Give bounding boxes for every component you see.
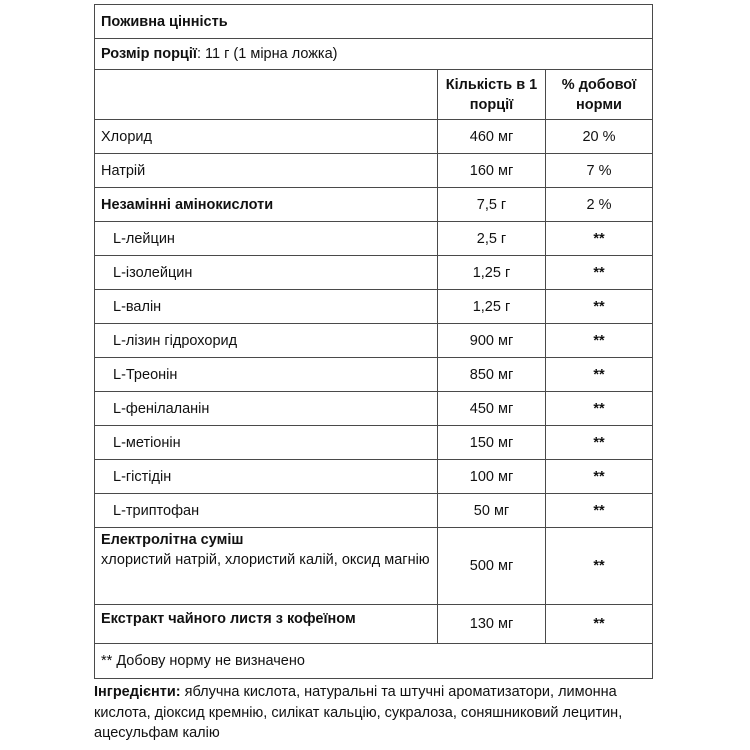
ingredients-label: Інгредієнти: <box>94 684 181 700</box>
nutrient-daily-value: ** <box>546 222 653 256</box>
nutrient-amount: 2,5 г <box>438 222 546 256</box>
serving-size-label: Розмір порції <box>101 46 197 62</box>
nutrient-amount: 7,5 г <box>438 188 546 222</box>
tea-extract-daily-value: ** <box>546 605 653 644</box>
nutrient-name: Незамінні амінокислоти <box>95 188 438 222</box>
header-amount: Кількість в 1 порції <box>438 70 546 120</box>
amino-acid-name: L-метіонін <box>95 426 438 460</box>
nutrient-amount: 850 мг <box>438 358 546 392</box>
header-name-cell <box>95 70 438 120</box>
table-title: Поживна цінність <box>95 5 653 39</box>
electrolyte-blend-daily-value: ** <box>546 528 653 605</box>
amino-acid-name: L-лейцин <box>95 222 438 256</box>
electrolyte-blend-title: Електролітна суміш <box>101 532 244 548</box>
nutrient-daily-value: 7 % <box>546 154 653 188</box>
nutrient-amount: 1,25 г <box>438 290 546 324</box>
nutrient-daily-value: ** <box>546 290 653 324</box>
nutrient-daily-value: ** <box>546 392 653 426</box>
amino-acid-name: L-лізин гідрохорид <box>95 324 438 358</box>
amino-acid-name: L-Треонін <box>95 358 438 392</box>
tea-extract-name: Екстракт чайного листя з кофеїном <box>95 605 438 644</box>
amino-acid-name: L-валін <box>95 290 438 324</box>
nutrition-table <box>94 4 653 679</box>
electrolyte-blend-amount: 500 мг <box>438 528 546 605</box>
nutrient-amount: 450 мг <box>438 392 546 426</box>
amino-acid-name: L-гістідін <box>95 460 438 494</box>
serving-size-value: : 11 г (1 мірна ложка) <box>196 46 338 62</box>
nutrient-amount: 160 мг <box>438 154 546 188</box>
ingredients-list: яблучна кислота, натуральні та штучні ароматизатори, лимонна кислота, діоксид кремнію, силікат кальцію, сукралоза, соняшниковий лецитин, ацесульфам калію <box>94 684 623 741</box>
nutrient-amount: 50 мг <box>438 494 546 528</box>
nutrient-name: Натрій <box>95 154 438 188</box>
nutrition-facts-panel <box>94 4 652 679</box>
nutrient-daily-value: ** <box>546 426 653 460</box>
amino-acid-name: L-ізолейцин <box>95 256 438 290</box>
amino-acid-name: L-триптофан <box>95 494 438 528</box>
nutrient-daily-value: ** <box>546 256 653 290</box>
nutrient-name: Хлорид <box>95 120 438 154</box>
nutrient-amount: 100 мг <box>438 460 546 494</box>
table-footnote: ** Добову норму не визначено <box>95 644 653 679</box>
amino-acid-name: L-фенілаланін <box>95 392 438 426</box>
tea-extract-amount: 130 мг <box>438 605 546 644</box>
nutrient-amount: 460 мг <box>438 120 546 154</box>
nutrient-amount: 900 мг <box>438 324 546 358</box>
nutrient-daily-value: ** <box>546 358 653 392</box>
nutrient-daily-value: 2 % <box>546 188 653 222</box>
electrolyte-blend-cell <box>95 528 438 605</box>
nutrient-amount: 1,25 г <box>438 256 546 290</box>
header-daily-value: % добової норми <box>546 70 653 120</box>
nutrient-daily-value: ** <box>546 324 653 358</box>
nutrient-amount: 150 мг <box>438 426 546 460</box>
serving-size <box>95 39 653 70</box>
nutrient-daily-value: 20 % <box>546 120 653 154</box>
electrolyte-blend-description: хлористий натрій, хлористий калій, оксид магнію <box>101 552 430 568</box>
nutrient-daily-value: ** <box>546 494 653 528</box>
nutrient-daily-value: ** <box>546 460 653 494</box>
ingredients-text <box>94 682 654 744</box>
